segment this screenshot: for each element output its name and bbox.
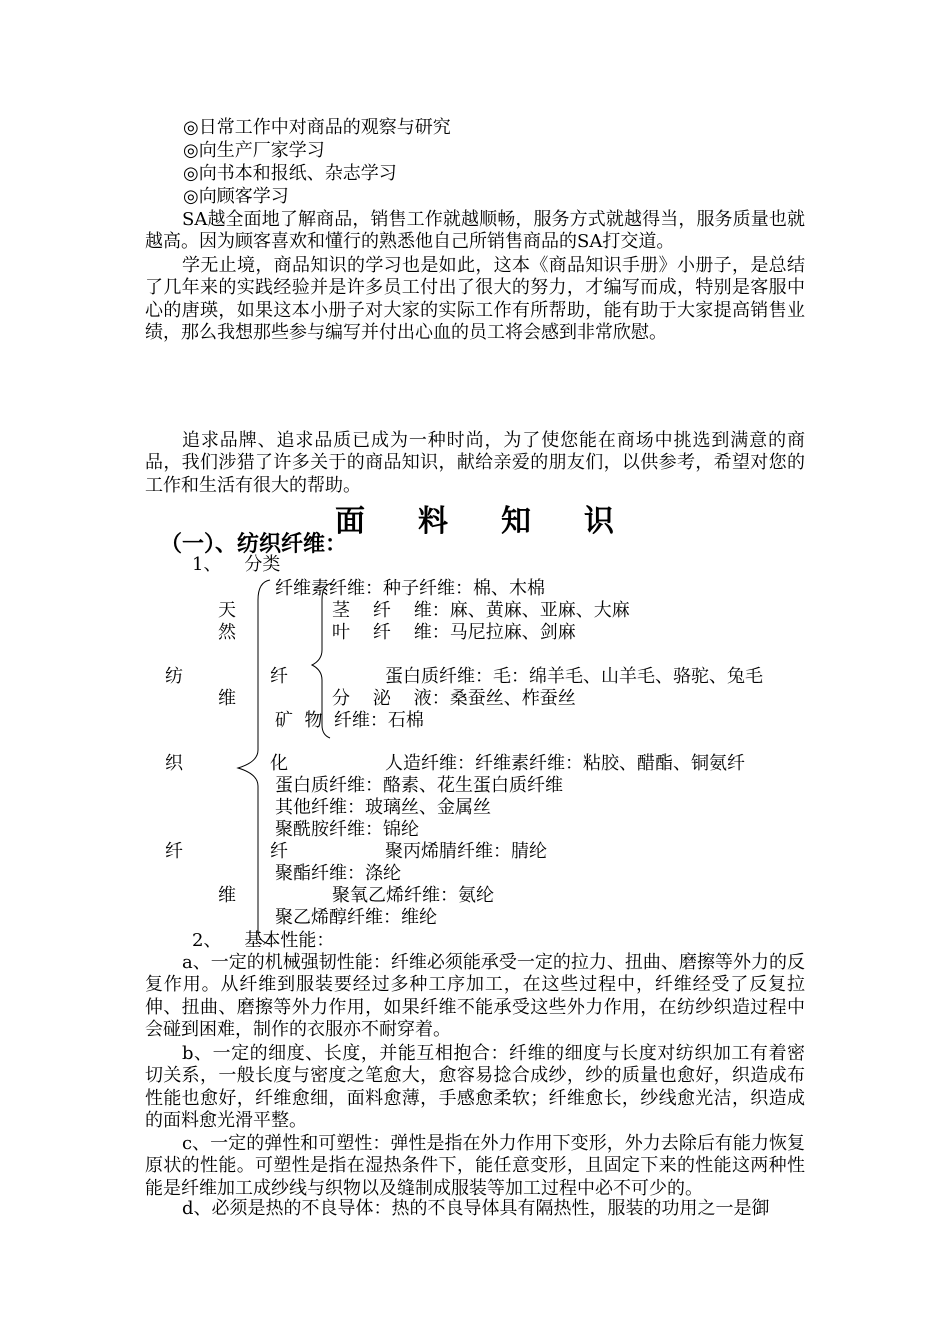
intro-paragraph: SA越全面地了解商品，销售工作就越顺畅，服务方式就越得当，服务质量也就越高。因为顾客喜欢和懂行的熟悉他自己所销售商品的SA打交道。 (145, 209, 805, 253)
preface-paragraph: 追求品牌、追求品质已成为一种时尚，为了使您能在商场中挑选到满意的商品，我们涉猎了许多关于的商品知识，献给亲爱的朋友们，以供参考，希望对您的工作和生活有很大的帮助。 (145, 430, 805, 496)
class-line: 茎 纤 维：麻、黄麻、亚麻、大麻 (332, 600, 630, 621)
class-line: 聚酯纤维：涤纶 (275, 863, 401, 884)
property-paragraph: b、一定的细度、长度，并能互相抱合：纤维的细度与长度对纺织加工有着密切关系，一般长度与密度之笔愈大，愈容易捻合成纱，纱的质量也愈好，织造成布性能也愈好，纤维愈细，面料愈薄，手感愈柔软；纤维愈长，纱线愈光洁，织造成的面料愈光滑平整。 (145, 1043, 805, 1131)
class-label: 天 (218, 600, 236, 621)
class-line: 聚氧乙烯纤维：氨纶 (332, 885, 494, 906)
class-label: 纺 (165, 666, 183, 687)
class-label: 纤 (270, 841, 288, 862)
title-char: 知 (501, 504, 532, 539)
class-label: 化 (270, 753, 288, 774)
class-line: 其他纤维：玻璃丝、金属丝 (275, 797, 491, 818)
class-line: 人造纤维：纤维素纤维：粘胶、醋酯、铜氨纤 (385, 753, 745, 774)
title-char: 料 (418, 504, 449, 539)
list-item: ◎向书本和报纸、杂志学习 (183, 163, 397, 184)
title-char: 识 (584, 504, 615, 539)
class-line: 聚丙烯腈纤维：腈纶 (385, 841, 547, 862)
class-line: 纤维素纤维：种子纤维：棉、木棉 (275, 578, 545, 599)
class-label: 纤 (270, 666, 288, 687)
section-heading: （一）、纺织纤维： (160, 532, 348, 557)
class-line: 蛋白质纤维：酪素、花生蛋白质纤维 (275, 775, 563, 796)
list-item: ◎向生产厂家学习 (183, 140, 325, 161)
list-item: ◎向顾客学习 (183, 186, 289, 207)
class-label: 织 (165, 753, 183, 774)
class-label: 然 (218, 622, 236, 643)
class-label: 维 (218, 885, 236, 906)
intro-paragraph: 学无止境，商品知识的学习也是如此，这本《商品知识手册》小册子，是总结了几年来的实践经验并是许多员工付出了很大的努力，才编写而成，特别是客服中心的唐瑛，如果这本小册子对大家的实际工作有所帮助，能有助于大家提高销售业绩，那么我想那些参与编写并付出心血的员工将会感到非常欣慰。 (145, 255, 805, 343)
subsection-heading: 1、 分类 (192, 554, 281, 575)
title-char: 面 (335, 504, 366, 539)
list-item: ◎日常工作中对商品的观察与研究 (183, 117, 451, 138)
property-paragraph: c、一定的弹性和可塑性：弹性是指在外力作用下变形，外力去除后有能力恢复原状的性能。可塑性是指在湿热条件下，能任意变形，且固定下来的性能这两种性能是纤维加工成纱线与织物以及缝制成服装等加工过程中必不可少的。 (145, 1133, 805, 1199)
subsection-heading: 2、 基本性能： (192, 930, 335, 951)
class-line: 叶 纤 维：马尼拉麻、剑麻 (332, 622, 576, 643)
class-label: 纤 (165, 841, 183, 862)
class-line: 聚乙烯醇纤维：维纶 (275, 907, 437, 928)
class-line: 聚酰胺纤维：锦纶 (275, 819, 419, 840)
property-paragraph: d、必须是热的不良导体：热的不良导体具有隔热性，服装的功用之一是御 (182, 1198, 770, 1219)
class-label: 维 (218, 688, 236, 709)
class-line: 蛋白质纤维：毛：绵羊毛、山羊毛、骆驼、兔毛 (385, 666, 763, 687)
class-line: 分 泌 液：桑蚕丝、柞蚕丝 (332, 688, 576, 709)
property-paragraph: a、一定的机械强韧性能：纤维必须能承受一定的拉力、扭曲、磨擦等外力的反复作用。从纤维到服装要经过多种工序加工，在这些过程中，纤维经受了反复拉伸、扭曲、磨擦等外力作用，如果纤维不能承受这些外力作用，在纺纱织造过程中会碰到困难，制作的衣服亦不耐穿着。 (145, 952, 805, 1040)
class-line: 矿 物 纤维：石棉 (275, 710, 424, 731)
